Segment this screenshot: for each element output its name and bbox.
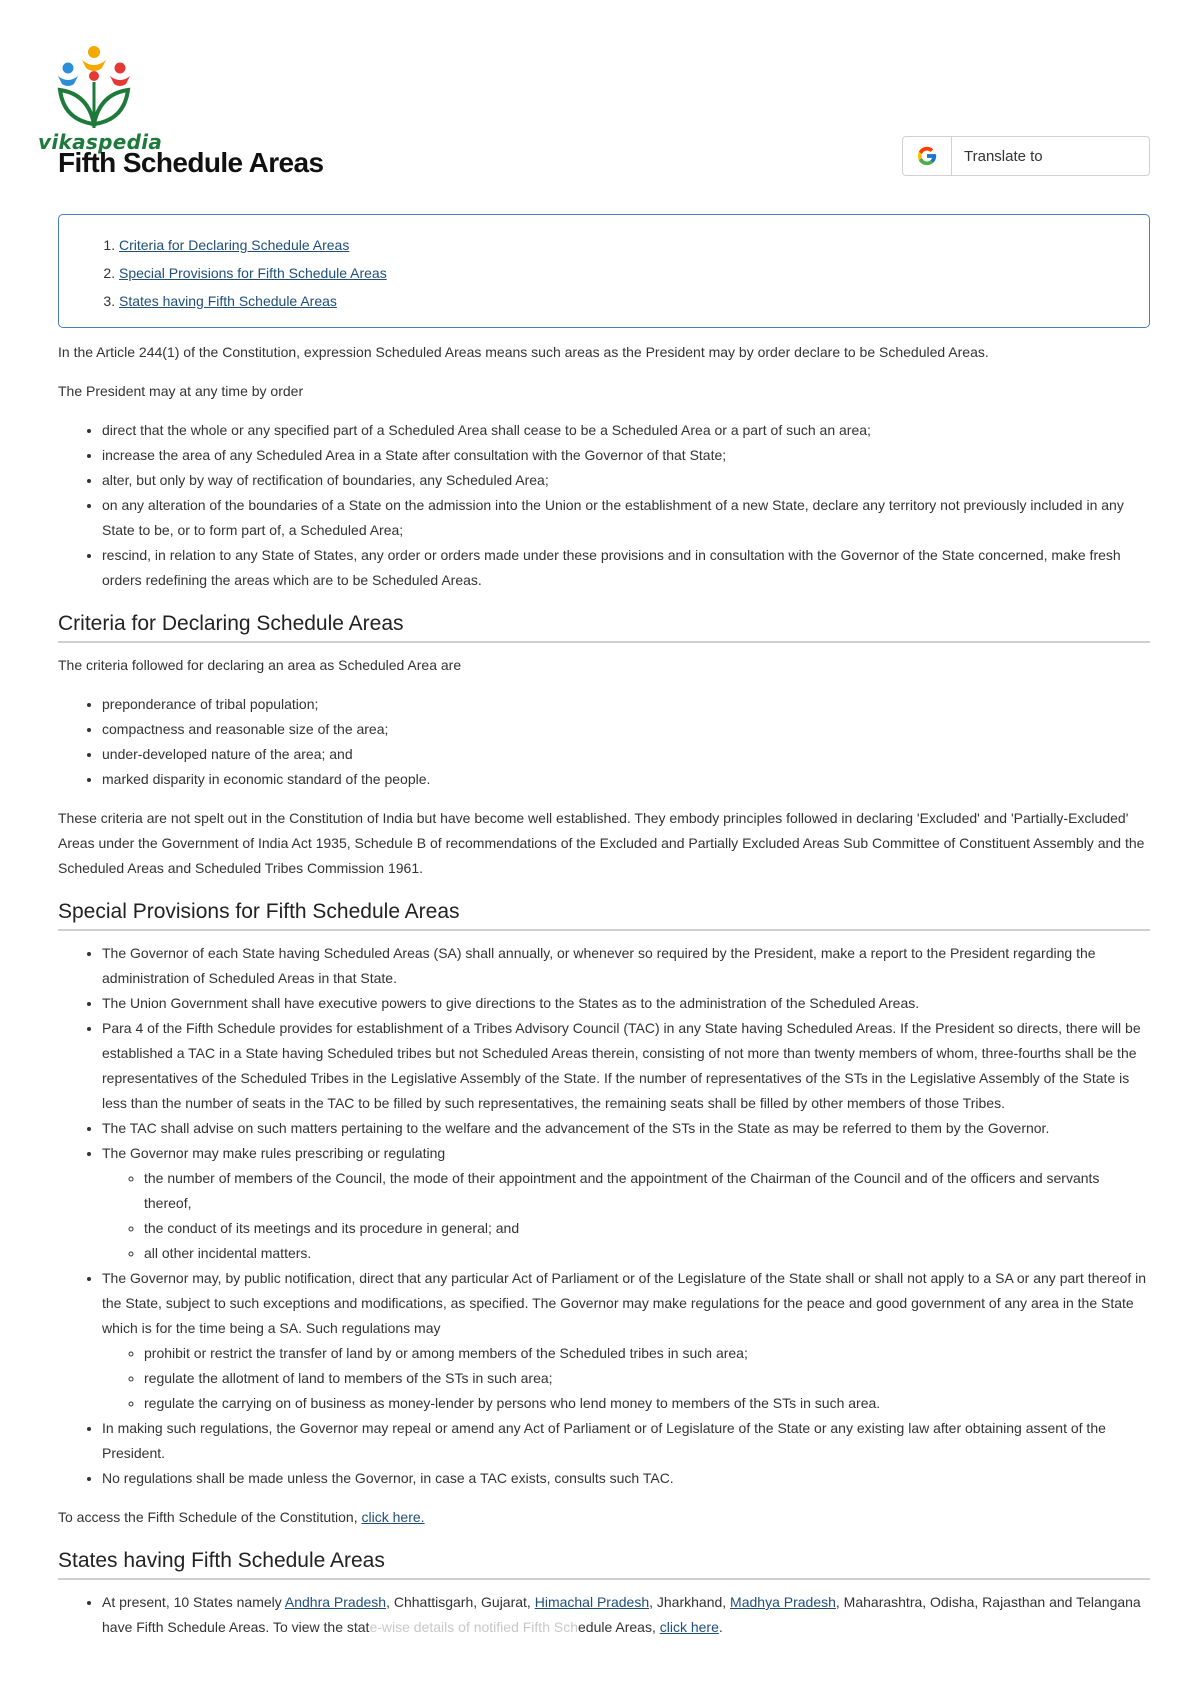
states-text: , Maharashtra, Odisha, Rajasthan and Telangana have Fifth Schedule Areas. To view the stat — [102, 1594, 1141, 1635]
list-item: • marked disparity in economic standard of the people. — [102, 767, 1150, 792]
criteria-list — [58, 692, 1150, 792]
translate-label: Translate to — [964, 147, 1043, 165]
sub-list-item: ◦ prohibit or restrict the transfer of land by or among members of the Scheduled tribes in such area; — [144, 1341, 1150, 1366]
list-item: • No regulations shall be made unless the Governor, in case a TAC exists, consults such TAC. — [102, 1466, 1150, 1491]
criteria-lead: The criteria followed for declaring an area as Scheduled Area are — [58, 657, 462, 673]
article-body — [58, 340, 1150, 1654]
toc-item — [119, 287, 1149, 315]
toc-item — [119, 259, 1149, 287]
google-g-icon — [903, 137, 952, 175]
intro-paragraph: In the Article 244(1) of the Constitution, expression Scheduled Areas means such areas as the President may by order declare to be Scheduled Areas. — [58, 344, 989, 360]
states-text: . — [718, 1619, 723, 1635]
president-powers-list — [58, 418, 1150, 593]
access-paragraph — [58, 1505, 1150, 1530]
toc-link-special-provisions[interactable]: Special Provisions for Fifth Schedule Areas — [119, 265, 387, 281]
sub-list-item: ◦ regulate the carrying on of business as money-lender by persons who lend money to members of the STs in such area. — [144, 1391, 1150, 1416]
list-item: • rescind, in relation to any State of States, any order or orders made under these provisions and in consultation with the Governor of the State concerned, make fresh orders redefining the areas which are to be Scheduled Areas. — [102, 543, 1150, 593]
toc-link-criteria[interactable]: Criteria for Declaring Schedule Areas — [119, 237, 350, 253]
section-heading-states: States having Fifth Schedule Areas — [58, 1544, 1150, 1580]
section-heading-criteria: Criteria for Declaring Schedule Areas — [58, 607, 1150, 643]
list-item: • Para 4 of the Fifth Schedule provides for establishment of a Tribes Advisory Council (TAC) in any State having Scheduled Areas. If the President so directs, there will be established a TAC in a State having Scheduled tribes but not Scheduled Areas therein, consisting of not more than twenty members of whom, three-fourths shall be the representatives of the Scheduled Tribes in the Legislative Assembly of the State. If the number of representatives of the STs in the Legislative Assembly of the State is less than the number of seats in the TAC to be filled by such representatives, the remaining seats shall be filled by other members of those Tribes. — [102, 1016, 1150, 1116]
list-item: • increase the area of any Scheduled Area in a State after consultation with the Governor of that State; — [102, 443, 1150, 468]
page-title: Fifth Schedule Areas — [58, 147, 324, 178]
table-of-contents — [58, 214, 1150, 328]
list-item-text: The Governor may make rules prescribing or regulating — [102, 1145, 446, 1161]
list-item-text: The Governor may, by public notification, direct that any particular Act of Parliament or of the Legislature of the State shall or shall not apply to a SA or any part thereof in the State, subject to such exceptions and modifications, as specified. The Governor may make regulations for the peace and good government of any area in the State which is for the time being a SA. Such regulations may — [102, 1270, 1147, 1336]
toc-item — [119, 231, 1149, 259]
states-text-faded: e-wise details of notified Fifth Sch — [369, 1619, 578, 1635]
list-item: • The TAC shall advise on such matters pertaining to the welfare and the advancement of the STs in the State as may be referred to them by the Governor. — [102, 1116, 1150, 1141]
sub-list-item: ◦ the conduct of its meetings and its procedure in general; and — [144, 1216, 1150, 1241]
translate-widget[interactable] — [902, 136, 1150, 176]
state-wise-details-link[interactable]: click here — [659, 1619, 719, 1635]
criteria-note: These criteria are not spelt out in the Constitution of India but have become well established. They embody principles followed in declaring 'Excluded' and 'Partially-Excluded' Areas under the Government of India Act 1935, Schedule B of recommendations of the Excluded and Partially Excluded Areas Sub Committee of Constituent Assembly and the Scheduled Areas and Scheduled Tribes Commission 1961. — [58, 810, 1145, 876]
states-text: , Jharkhand, — [649, 1594, 731, 1610]
states-text: At present, 10 States namely — [102, 1594, 285, 1610]
fifth-schedule-link[interactable]: click here. — [361, 1509, 425, 1525]
list-item: • direct that the whole or any specified part of a Scheduled Area shall cease to be a Scheduled Area or a part of such an area; — [102, 418, 1150, 443]
link-himachal-pradesh[interactable]: Himachal Pradesh — [534, 1594, 650, 1610]
list-item: • In making such regulations, the Governor may repeal or amend any Act of Parliament or of Legislature of the State or any existing law after obtaining assent of the President. — [102, 1416, 1150, 1466]
list-item — [102, 1141, 1150, 1266]
states-list — [58, 1590, 1150, 1640]
sub-list — [102, 1341, 1150, 1416]
list-item — [102, 1590, 1150, 1640]
list-item — [102, 1266, 1150, 1416]
link-andhra-pradesh[interactable]: Andhra Pradesh — [284, 1594, 387, 1610]
sub-list-item: ◦ all other incidental matters. — [144, 1241, 1150, 1266]
toc-link-states[interactable]: States having Fifth Schedule Areas — [119, 293, 337, 309]
vikaspedia-logo[interactable] — [38, 44, 163, 154]
list-item: • The Union Government shall have executive powers to give directions to the States as to the administration of the Scheduled Areas. — [102, 991, 1150, 1016]
list-item: • compactness and reasonable size of the area; — [102, 717, 1150, 742]
states-text: edule Areas, — [578, 1619, 660, 1635]
sub-list-item: ◦ regulate the allotment of land to members of the STs in such area; — [144, 1366, 1150, 1391]
link-madhya-pradesh[interactable]: Madhya Pradesh — [730, 1594, 836, 1610]
list-item: • alter, but only by way of rectification of boundaries, any Scheduled Area; — [102, 468, 1150, 493]
list-item: • preponderance of tribal population; — [102, 692, 1150, 717]
logo-wordmark: vikaspedia — [38, 130, 163, 154]
special-provisions-list — [58, 941, 1150, 1491]
list-item: • under-developed nature of the area; and — [102, 742, 1150, 767]
states-text: , Chhattisgarh, Gujarat, — [386, 1594, 535, 1610]
section-heading-special-provisions: Special Provisions for Fifth Schedule Areas — [58, 895, 1150, 931]
logo-figures-icon — [38, 44, 150, 132]
sub-list — [102, 1166, 1150, 1266]
sub-list-item: ◦ the number of members of the Council, the mode of their appointment and the appointment of the Chairman of the Council and of the officers and servants thereof, — [144, 1166, 1150, 1216]
intro-lead: The President may at any time by order — [58, 383, 304, 399]
list-item: • The Governor of each State having Scheduled Areas (SA) shall annually, or whenever so required by the President, make a report to the President regarding the administration of Scheduled Areas in that State. — [102, 941, 1150, 991]
access-text: To access the Fifth Schedule of the Constitution, — [58, 1509, 358, 1525]
list-item: • on any alteration of the boundaries of a State on the admission into the Union or the establishment of a new State, declare any territory not previously included in any State to be, or to form part of, a Scheduled Area; — [102, 493, 1150, 543]
